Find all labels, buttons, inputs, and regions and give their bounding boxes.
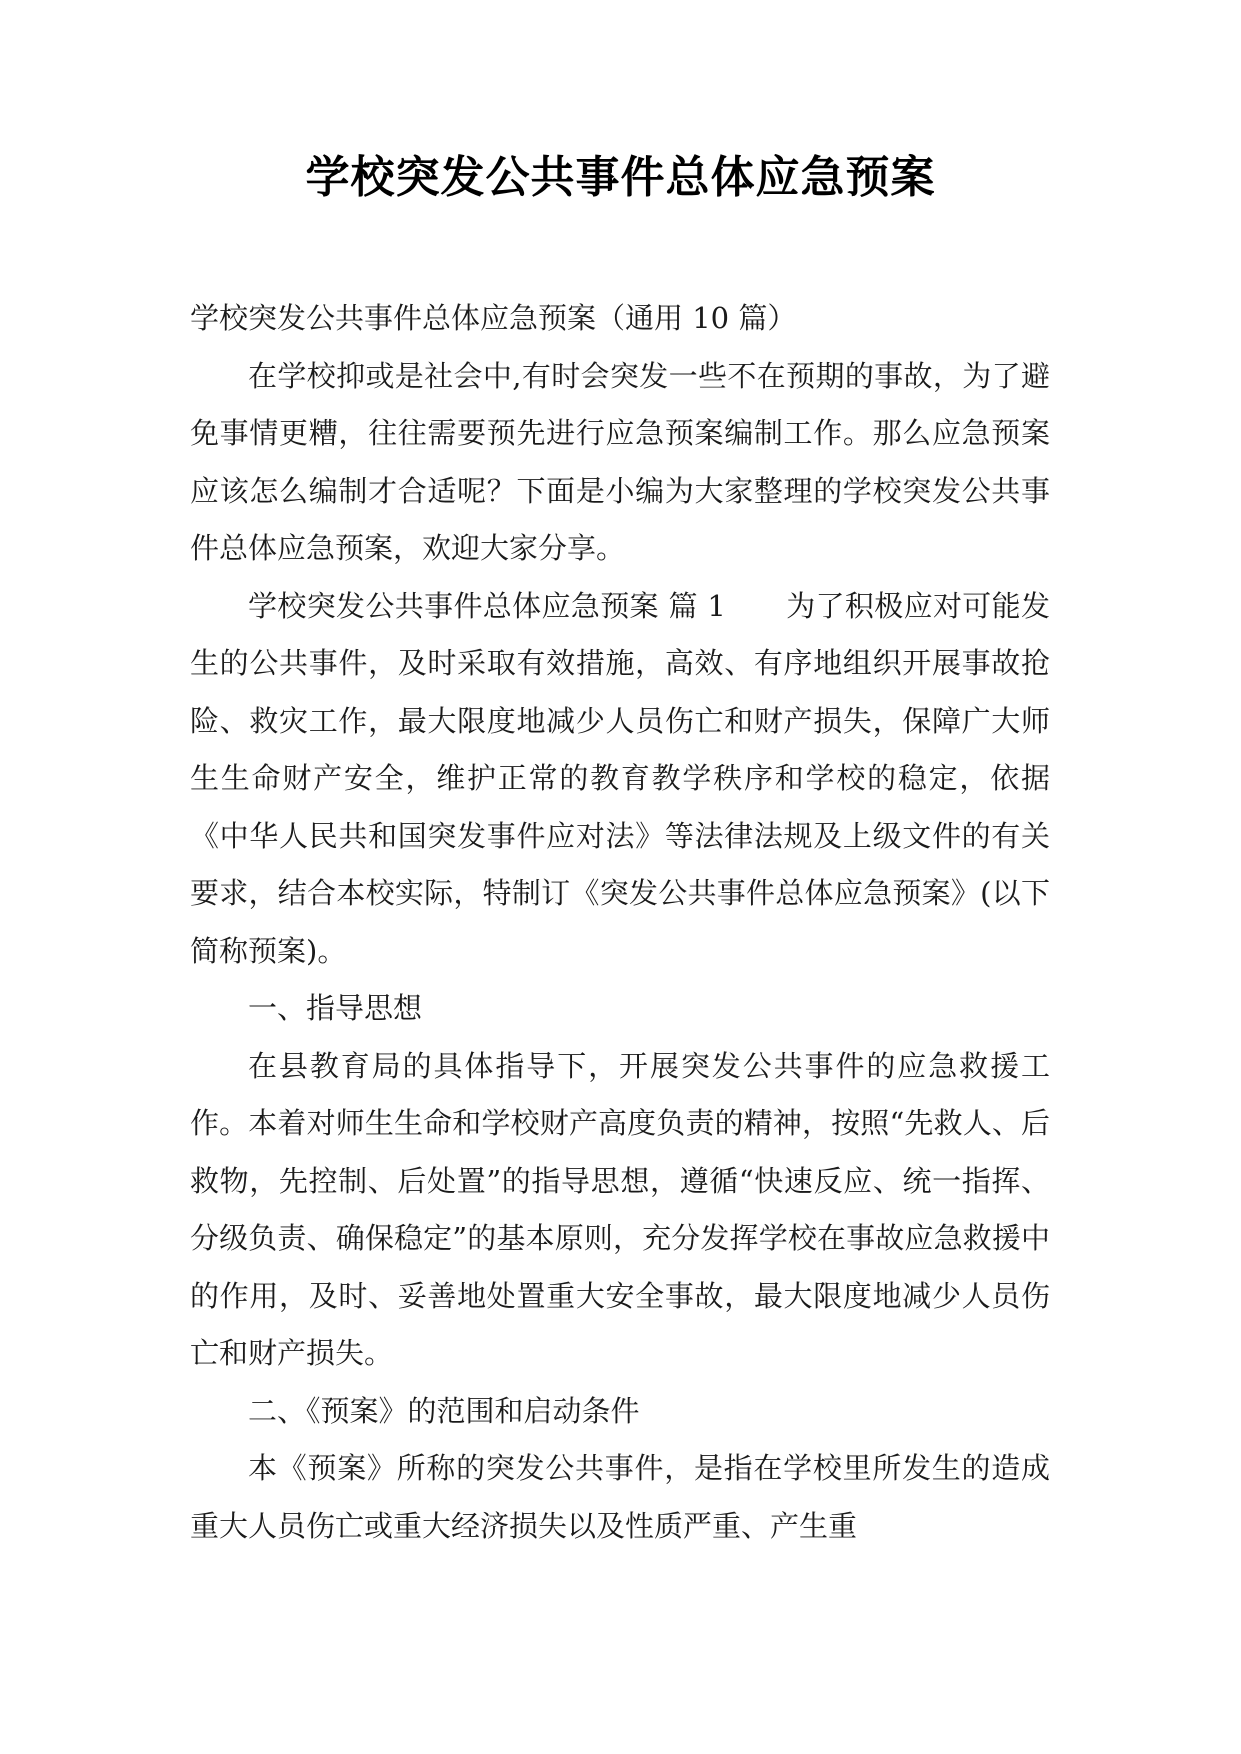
section-text: 为了积极应对可能发生的公共事件，及时采取有效措施，高效、有序地组织开展事故抢险、救灾工作，最大限度地减少人员伤亡和财产损失，保障广大师生生命财产安全，维护正常的教育教学秩序和学校的稳定，依据《中华人民共和国突发事件应对法》等法律法规及上级文件的有关要求，结合本校实际，特制订《突发公共事件总体应急预案》(以下简称预案)。 (190, 588, 1050, 968)
scope-paragraph: 本《预案》所称的突发公共事件，是指在学校里所发生的造成重大人员伤亡或重大经济损失以及性质严重、产生重 (190, 1451, 1050, 1543)
intro-paragraph: 在学校抑或是社会中,有时会突发一些不在预期的事故，为了避免事情更糟，往往需要预先进行应急预案编制工作。那么应急预案应该怎么编制才合适呢？下面是小编为大家整理的学校突发公共事件总体应急预案，欢迎大家分享。 (190, 358, 1050, 565)
document-subtitle: 学校突发公共事件总体应急预案（通用 10 篇） (190, 301, 797, 335)
section-paragraph (190, 578, 1050, 981)
guiding-ideology-paragraph: 在县教育局的具体指导下，开展突发公共事件的应急救援工作。本着对师生生命和学校财产高度负责的精神，按照“先救人、后救物，先控制、后处置”的指导思想，遵循“快速反应、统一指挥、分级负责、确保稳定”的基本原则，充分发挥学校在事故应急救援中的作用，及时、妥善地处置重大安全事故，最大限度地减少人员伤亡和财产损失。 (190, 1048, 1050, 1370)
document-title: 学校突发公共事件总体应急预案 (305, 152, 936, 203)
document-body (190, 290, 1050, 1555)
heading-scope-conditions: 二、《预案》的范围和启动条件 (248, 1393, 640, 1428)
section-label: 学校突发公共事件总体应急预案 篇 1 (248, 588, 726, 623)
heading-guiding-ideology: 一、指导思想 (248, 991, 423, 1025)
